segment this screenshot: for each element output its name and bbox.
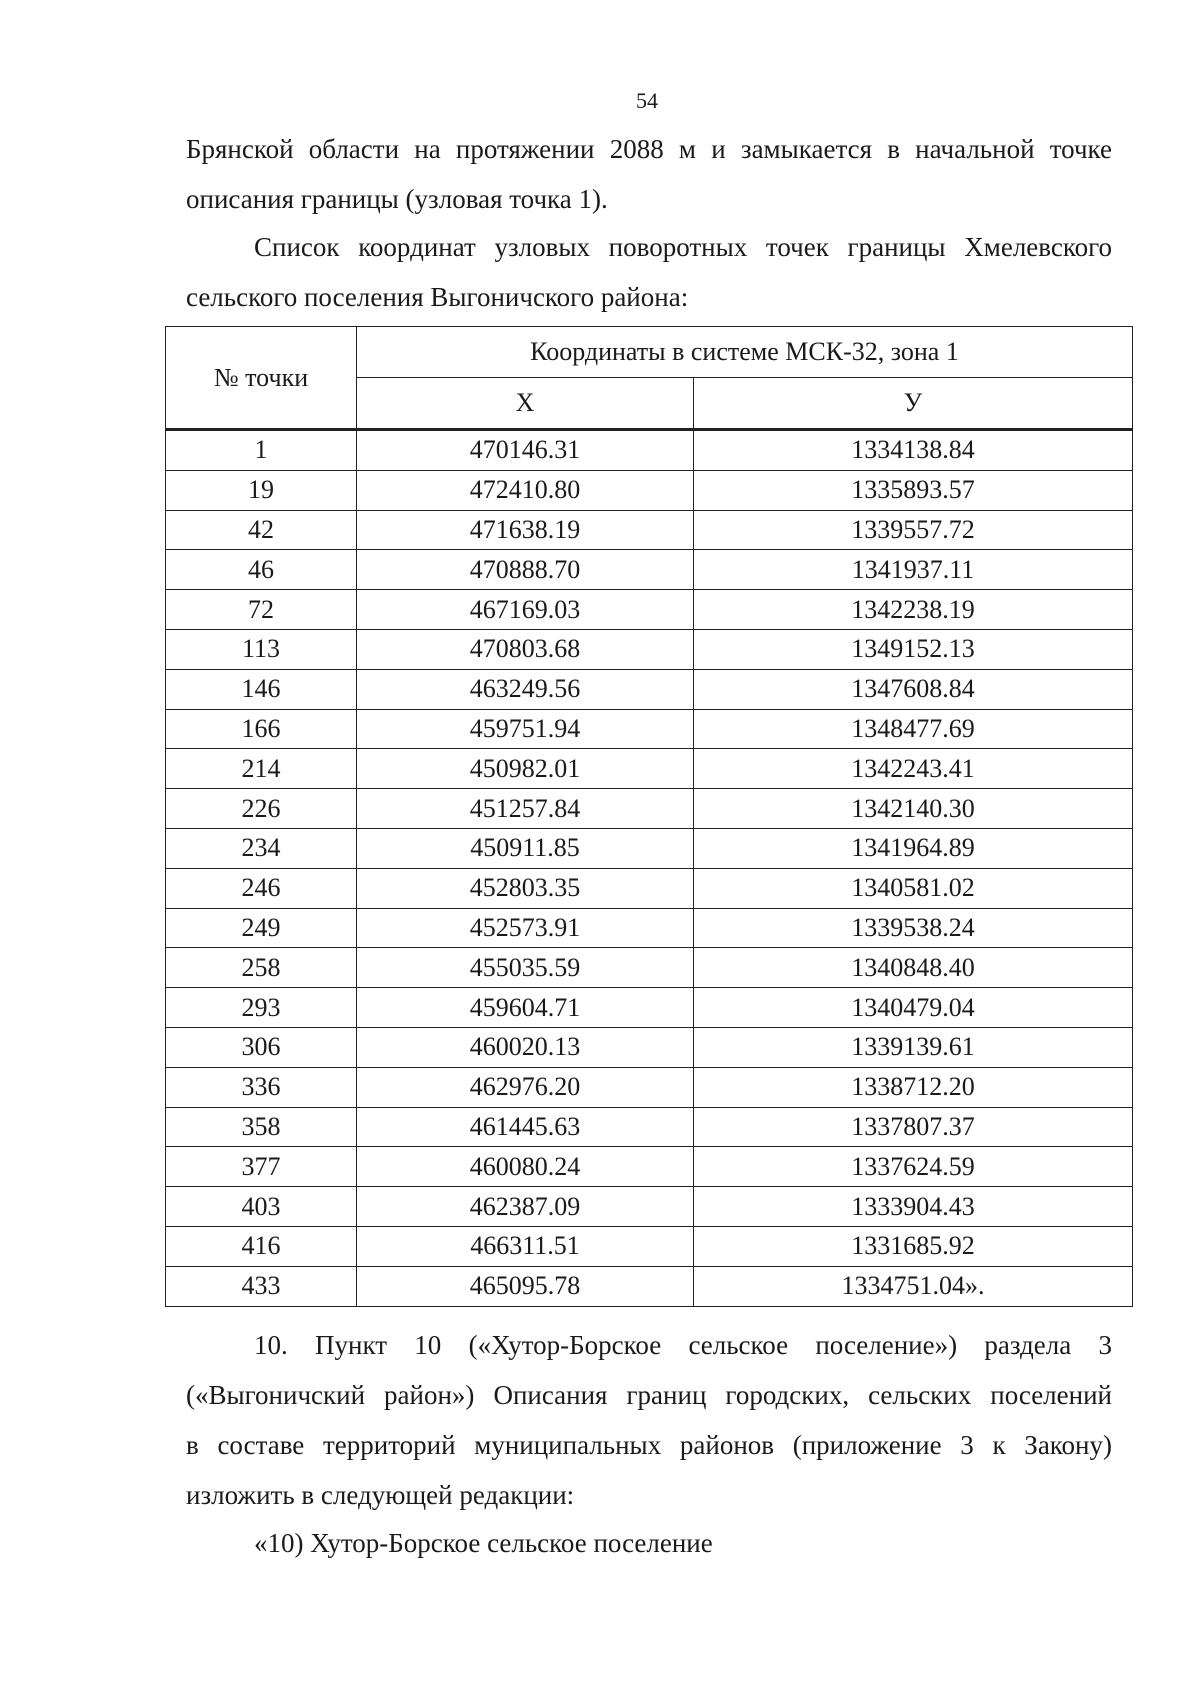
cell-point-number: 234 [166,828,357,868]
table-row [166,629,1133,669]
cell-y: 1342140.30 [694,789,1133,829]
cell-y: 1337807.37 [694,1107,1133,1147]
cell-x: 452573.91 [357,908,694,948]
table-row [166,948,1133,988]
table-row [166,1187,1133,1227]
cell-point-number: 246 [166,868,357,908]
table-row [166,669,1133,709]
cell-point-number: 46 [166,550,357,590]
cell-y: 1342238.19 [694,590,1133,630]
cell-x: 450982.01 [357,749,694,789]
cell-x: 455035.59 [357,948,694,988]
table-row [166,1107,1133,1147]
header-y: У [694,378,1133,430]
cell-point-number: 416 [166,1226,357,1266]
table-row [166,988,1133,1028]
table-row [166,1067,1133,1107]
cell-point-number: 19 [166,470,357,510]
paragraph-line: изложить в следующей редакции: [186,1480,575,1510]
cell-x: 465095.78 [357,1266,694,1306]
cell-point-number: 403 [166,1187,357,1227]
header-coordinate-system: Координаты в системе МСК-32, зона 1 [357,327,1133,378]
paragraph-line: Список координат узловых поворотных точек границы Хмелевского [254,232,1112,262]
cell-x: 470803.68 [357,629,694,669]
paragraph-line: («Выгоничский район») Описания границ городских, сельских поселений [186,1380,1112,1410]
cell-y: 1341937.11 [694,550,1133,590]
cell-y: 1341964.89 [694,828,1133,868]
cell-y: 1334751.04». [694,1266,1133,1306]
cell-point-number: 42 [166,510,357,550]
page-number: 54 [636,88,658,113]
cell-x: 463249.56 [357,669,694,709]
paragraph-line: Брянской области на протяжении 2088 м и замыкается в начальной точке [186,134,1112,164]
cell-point-number: 258 [166,948,357,988]
table-row [166,1027,1133,1067]
cell-x: 471638.19 [357,510,694,550]
table-row [166,789,1133,829]
paragraph-section-title [186,1518,1112,1568]
cell-point-number: 358 [166,1107,357,1147]
cell-point-number: 249 [166,908,357,948]
cell-x: 459604.71 [357,988,694,1028]
cell-x: 459751.94 [357,709,694,749]
cell-x: 470146.31 [357,430,694,471]
table-row [166,590,1133,630]
cell-y: 1347608.84 [694,669,1133,709]
table-row [166,749,1133,789]
cell-y: 1334138.84 [694,430,1133,471]
cell-y: 1339139.61 [694,1027,1133,1067]
cell-x: 472410.80 [357,470,694,510]
cell-x: 451257.84 [357,789,694,829]
table-row [166,828,1133,868]
table-row [166,1266,1133,1306]
cell-point-number: 146 [166,669,357,709]
table-row [166,470,1133,510]
table-row [166,709,1133,749]
paragraph-line: описания границы (узловая точка 1). [186,184,608,214]
cell-y: 1340479.04 [694,988,1133,1028]
cell-y: 1340848.40 [694,948,1133,988]
paragraph-line: «10) Хутор-Борское сельское поселение [254,1528,713,1558]
cell-y: 1338712.20 [694,1067,1133,1107]
cell-x: 461445.63 [357,1107,694,1147]
table-row [166,550,1133,590]
cell-x: 466311.51 [357,1226,694,1266]
cell-point-number: 113 [166,629,357,669]
paragraph-line: в составе территорий муниципальных районов (приложение 3 к Закону) [186,1430,1112,1460]
table-row [166,1147,1133,1187]
cell-y: 1348477.69 [694,709,1133,749]
header-point-number: № точки [166,327,357,430]
cell-y: 1333904.43 [694,1187,1133,1227]
table-row [166,510,1133,550]
cell-y: 1331685.92 [694,1226,1133,1266]
coordinates-table-body [166,430,1133,1307]
table-row [166,908,1133,948]
cell-point-number: 1 [166,430,357,471]
paragraph-coordinates-intro [186,222,1112,322]
cell-point-number: 226 [166,789,357,829]
cell-y: 1337624.59 [694,1147,1133,1187]
cell-x: 470888.70 [357,550,694,590]
cell-y: 1349152.13 [694,629,1133,669]
cell-point-number: 293 [166,988,357,1028]
cell-point-number: 166 [166,709,357,749]
header-x: X [357,378,694,430]
table-row [166,1226,1133,1266]
paragraph-line: сельского поселения Выгоничского района: [186,282,689,312]
cell-y: 1339538.24 [694,908,1133,948]
cell-point-number: 433 [166,1266,357,1306]
cell-point-number: 214 [166,749,357,789]
paragraph-continuation [186,124,1112,224]
cell-x: 462976.20 [357,1067,694,1107]
coordinates-table [165,326,1133,1307]
cell-y: 1340581.02 [694,868,1133,908]
cell-point-number: 306 [166,1027,357,1067]
cell-point-number: 336 [166,1067,357,1107]
cell-x: 450911.85 [357,828,694,868]
cell-y: 1339557.72 [694,510,1133,550]
cell-y: 1335893.57 [694,470,1133,510]
cell-point-number: 377 [166,1147,357,1187]
cell-x: 460020.13 [357,1027,694,1067]
cell-x: 460080.24 [357,1147,694,1187]
paragraph-line: 10. Пункт 10 («Хутор-Борское сельское поселение») раздела 3 [254,1330,1112,1360]
cell-point-number: 72 [166,590,357,630]
table-row [166,430,1133,471]
cell-y: 1342243.41 [694,749,1133,789]
table-row [166,868,1133,908]
cell-x: 467169.03 [357,590,694,630]
cell-x: 452803.35 [357,868,694,908]
paragraph-amendment [186,1320,1112,1520]
cell-x: 462387.09 [357,1187,694,1227]
